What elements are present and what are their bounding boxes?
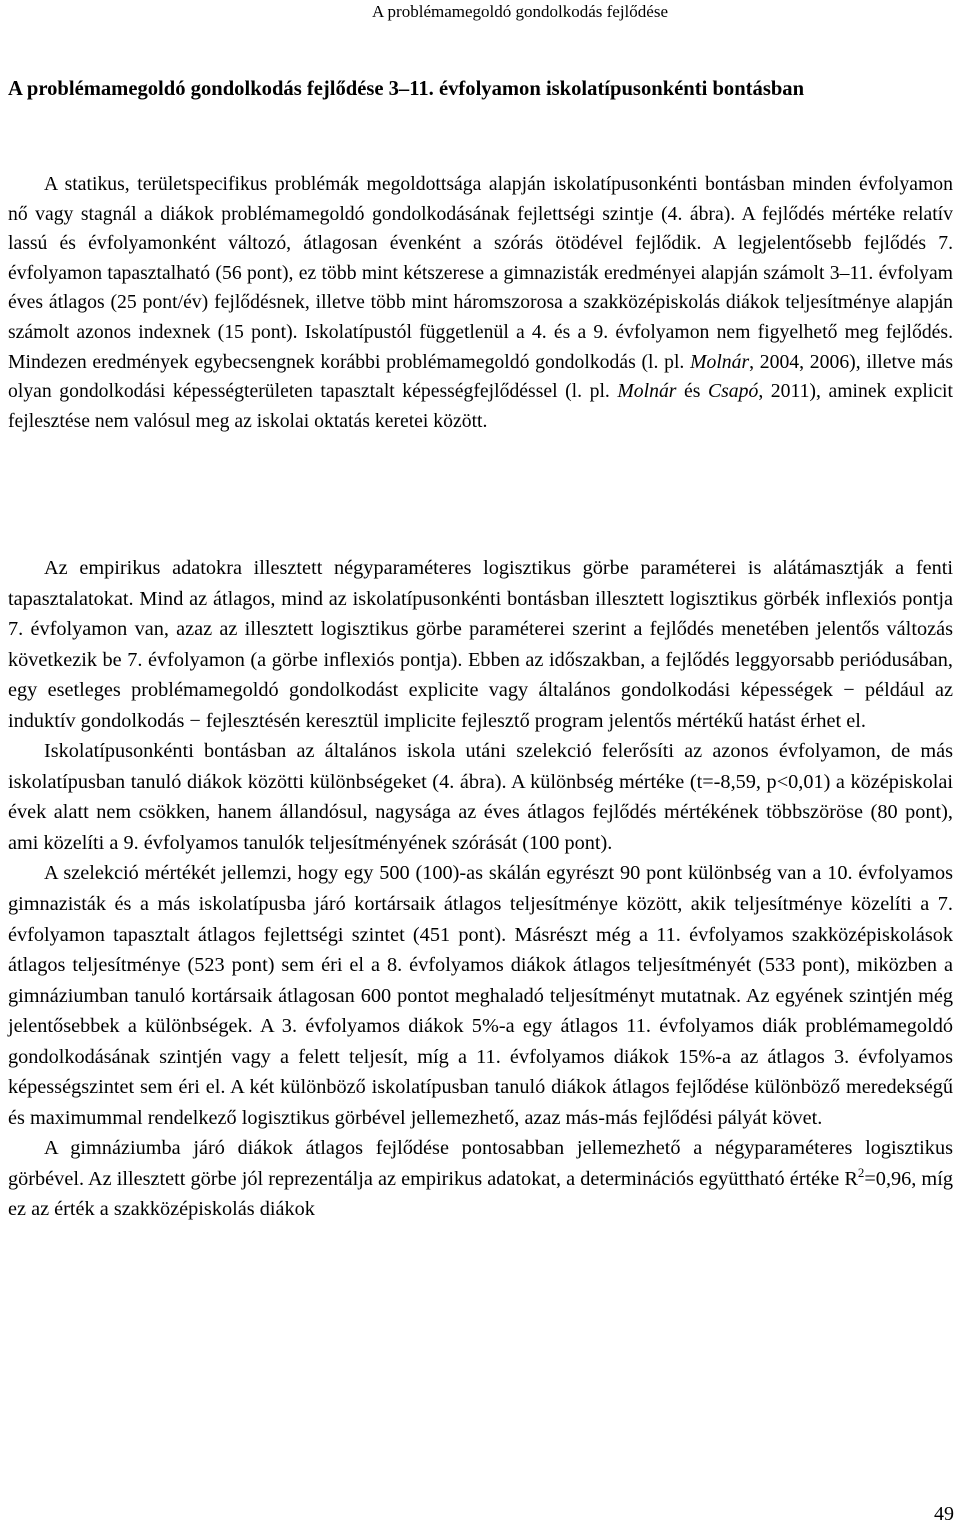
page-number: 49 bbox=[934, 1503, 954, 1525]
author-name: Molnár bbox=[617, 380, 677, 403]
superscript: 2 bbox=[857, 1164, 865, 1180]
paragraph-text: =0,96, míg ez az érték a szakközépiskolás diákok bbox=[8, 1167, 953, 1221]
abstract-paragraph bbox=[8, 170, 953, 436]
abstract-text: , 2011), aminek explicit fejlesztése nem valósul meg az iskolai oktatás keretei között. bbox=[8, 380, 953, 432]
paragraph-text: A gimnáziumba járó diákok átlagos fejlődése pontosabban jellemezhető a négyparaméteres logisztikus görbével. Az illesztett görbe jól reprezentálja az empirikus adatokat, a determinációs együttható értéke R bbox=[8, 1137, 953, 1190]
running-header: A problémamegoldó gondolkodás fejlődése bbox=[371, 2, 668, 21]
paragraph-selection: A szelekció mértékét jellemzi, hogy egy 500 (100)-as skálán egyrészt 90 pont különbség van a 10. évfolyamos gimnazisták és a más iskolatípusba járó kortársaik átlagos teljesítménye között, akik teljesítménye közelíti a 7. évfolyamon tapasztalt átlagos fejlettségi szintet (451 pont). Másrészt még a 11. évfolyamos szakközépiskolások átlagos teljesítménye (523 pont) sem éri el a 8. évfolyamos diákok átlagos teljesítményét (533 pont), miközben a gimnáziumban tanuló kortársaik átlagosan 600 pontot meghaladó teljesítményt mutatnak. Az egyének szintjén még jelentősebbek a különbségek. A 3. évfolyamos diákok 5%-a egy átlagos 11. évfolyamos diák problémamegoldó gondolkodásának szintjén vagy a felett teljesít, míg a 11. évfolyamos diákok 15%-a az átlagos 3. évfolyamos képességszintet sem éri el. A két különböző iskolatípusban tanuló diákok átlagos fejlődése különböző meredekségű és maximummal rendelkező logisztikus görbével jellemezhető, azaz más-más fejlődési pályát követ. bbox=[8, 862, 953, 1129]
author-name: Csapó bbox=[707, 380, 759, 403]
section-title: A problémamegoldó gondolkodás fejlődése 3–11. évfolyamon iskolatípusonkénti bontásban bbox=[8, 78, 805, 100]
paragraph-gymnasium bbox=[8, 1133, 953, 1225]
abstract-text: A statikus, területspecifikus problémák megoldottsága alapján iskolatípusonkénti bontásban minden évfolyamon nő vagy stagnál a diákok problémamegoldó gondolkodásának fejlettségi szintje (4. ábra). A fejlődés mértéke relatív lassú és évfolyamonként változó, átlagosan évenként a szórás ötödével fejlődik. A legjelentősebb fejlődés 7. évfolyamon tapasztalható (56 pont), ez több mint kétszerese a gimnazisták eredményei alapján számolt 3–11. évfolyam éves átlagos (25 pont/év) fejlődésnek, illetve több mint háromszorosa a szakközépiskolás diákok teljesítménye alapján számolt azonos indexnek (15 pont). Iskolatípustól függetlenül a 4. és a 9. évfolyamon nem figyelhető meg fejlődés. Mindezen eredmények egybecsengnek korábbi problémamegoldó gondolkodás (l. pl. bbox=[8, 173, 953, 373]
conjunction: és bbox=[676, 380, 708, 403]
abstract-text: , 2004, 2006), illetve más olyan gondolkodási képességterületen tapasztalt képességfejlődéssel (l. pl. bbox=[8, 350, 953, 403]
paragraph-school-type: Iskolatípusonkénti bontásban az általános iskola utáni szelekció felerősíti az azonos évfolyamon, de más iskolatípusban tanuló diákok közötti különbségeket (4. ábra). A különbség mértéke (t=-8,59, p<0,01) a középiskolai évek alatt nem csökken, hanem állandósul, nagysága az éves átlagos fejlődés mértékének többszöröse (80 pont), ami közelíti a 9. évfolyamos tanulók teljesítményének szórását (100 pont). bbox=[8, 740, 953, 854]
body-text bbox=[8, 553, 953, 1225]
paragraph-logistic-curve: Az empirikus adatokra illesztett négyparaméteres logisztikus görbe paraméterei is alátámasztják a fenti tapasztalatokat. Mind az átlagos, mind az iskolatípusonkénti bontásban illesztett logisztikus görbék inflexiós pontja 7. évfolyamon van, azaz az illesztett logisztikus görbe paraméterei szerint a fejlődés menetében jelentős változás következik be 7. évfolyamon (a görbe inflexiós pontja). Ebben az időszakban, a fejlődés leggyorsabb periódusában, egy esetleges problémamegoldó gondolkodást explicite vagy általános gondolkodási képességek − például az induktív gondolkodás − fejlesztésén keresztül implicite fejlesztő program jelentős mértékű hatást érhet el. bbox=[8, 557, 953, 732]
author-name: Molnár bbox=[690, 350, 750, 373]
